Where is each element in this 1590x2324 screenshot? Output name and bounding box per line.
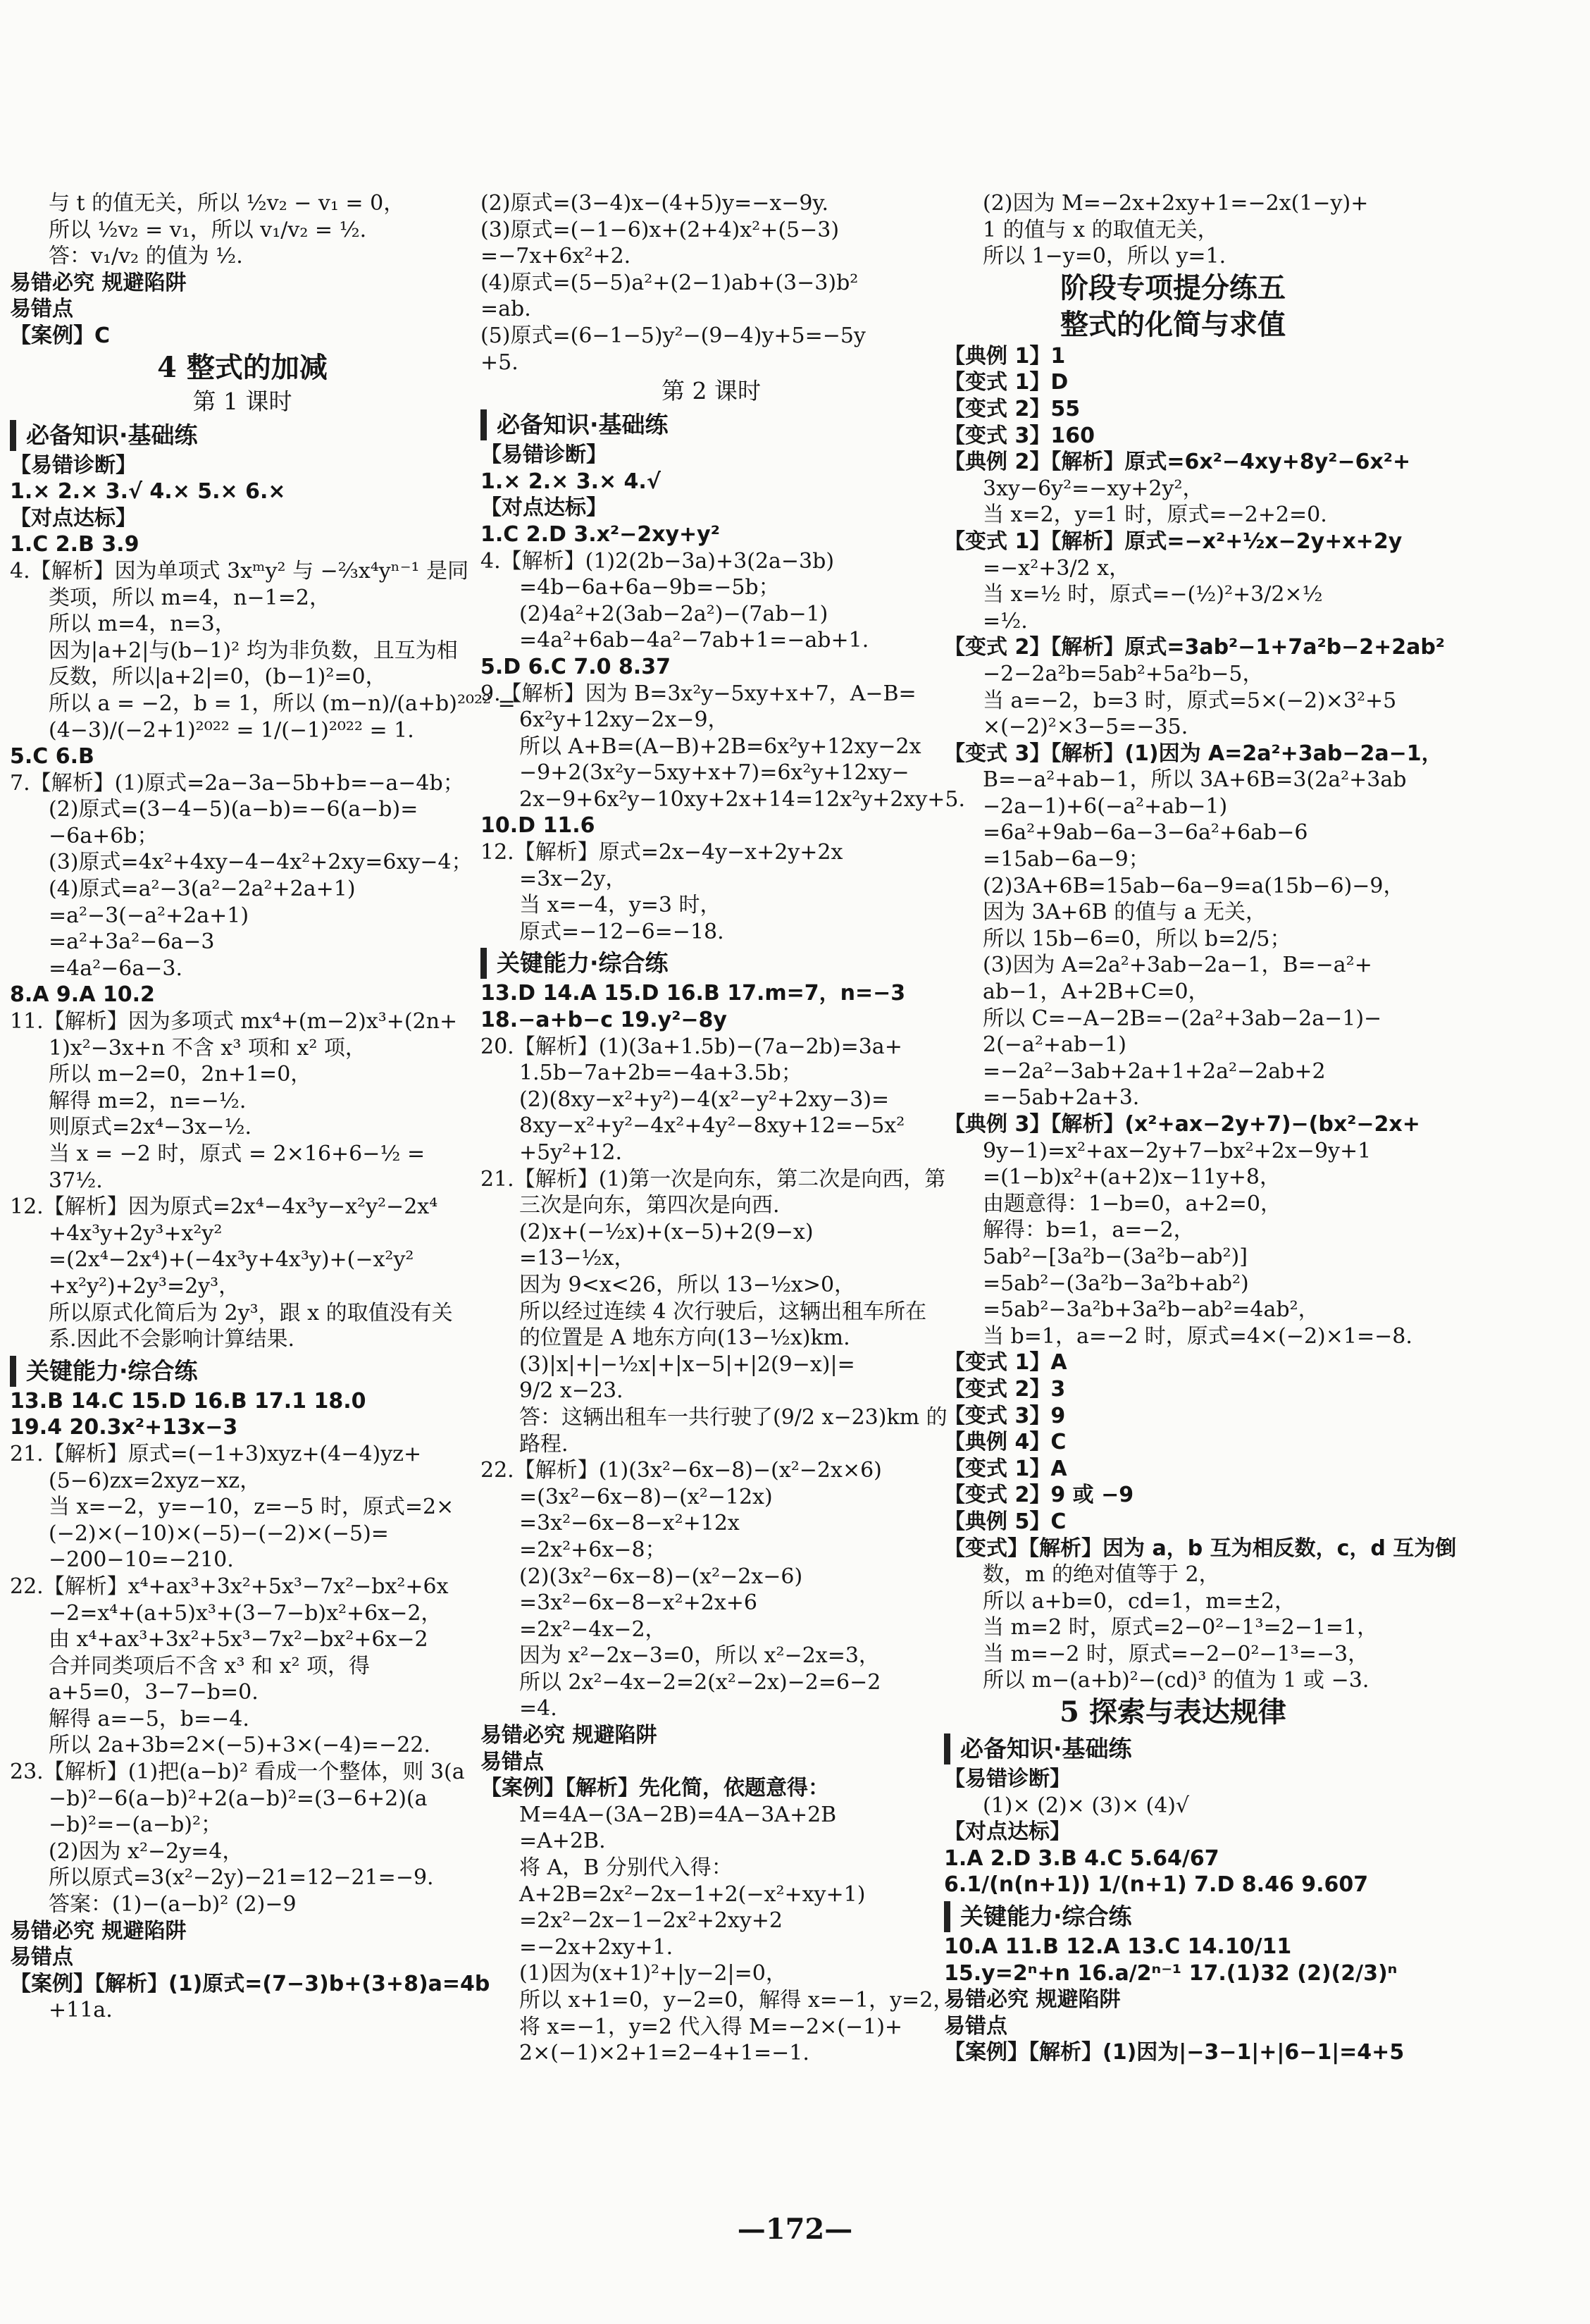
text-line: 【案例】【解析】(1)因为|−3−1|+|6−1|=4+5 [944, 2040, 1405, 2065]
text-line: 当 m=2 时，原式=2−0²−1³=2−1=1， [983, 1615, 1379, 1640]
text-line: 解得 a=−5，b=−4. [49, 1706, 249, 1731]
text-line: 22.【解析】x⁴+ax³+3x²+5x³−7x²−bx²+6x [10, 1574, 449, 1599]
text-line: (2)原式=(3−4)x−(4+5)y=−x−9y. [480, 191, 828, 216]
text-line: 三次是向东，第四次是向西. [519, 1193, 780, 1218]
text-line: 答：v₁/v₂ 的值为 ½. [49, 244, 243, 269]
text-line: 11.【解析】因为多项式 mx⁴+(m−2)x³+(2n+ [10, 1009, 458, 1034]
text-line: 【变式 1】D [944, 370, 1069, 395]
text-line: 【变式 3】9 [944, 1403, 1066, 1428]
text-line: 【变式】【解析】因为 a，b 互为相反数，c，d 互为倒 [944, 1535, 1457, 1561]
text-line: (4−3)/(−2+1)²⁰²² = 1/(−1)²⁰²² = 1. [49, 717, 414, 743]
text-line: 所以经过连续 4 次行驶后，这辆出租车所在 [519, 1299, 927, 1324]
text-line: (−2)×(−10)×(−5)−(−2)×(−5)= [49, 1521, 389, 1546]
text-line: 1.C 2.B 3.9 [10, 532, 139, 557]
text-line: 【对点达标】 [944, 1819, 1071, 1845]
text-line: 【案例】【解析】(1)原式=(7−3)b+(3+8)a=4b [10, 1971, 490, 1996]
text-line: −2−2a²b=5ab²+5a²b−5， [983, 661, 1264, 686]
text-line: =4. [519, 1696, 557, 1722]
text-line: (2)x+(−½x)+(x−5)+2(9−x) [519, 1219, 814, 1244]
text-line: 6.1/(n(n+1)) 1/(n+1) 7.D 8.46 9.607 [944, 1872, 1369, 1898]
text-line: 反数，所以|a+2|=0，(b−1)²=0， [49, 665, 387, 690]
text-line: 13.D 14.A 15.D 16.B 17.m=7，n=−3 [480, 981, 906, 1006]
text-line: 数，m 的绝对值等于 2， [983, 1562, 1220, 1588]
text-line: 当 m=−2 时，原式=−2−0²−1³=−3， [983, 1641, 1369, 1667]
text-line: =13−½x， [519, 1246, 635, 1271]
text-line: 解得：b=1，a=−2， [983, 1218, 1195, 1243]
text-line: 【易错诊断】 [480, 443, 607, 468]
text-line: 5.D 6.C 7.0 8.37 [480, 654, 671, 679]
text-line: a+5=0，3−7−b=0. [49, 1680, 259, 1705]
section-header: 关键能力·综合练 [480, 948, 942, 979]
text-line: 6x²y+12xy−2x−9， [519, 707, 729, 733]
section-header: 必备知识·基础练 [944, 1733, 1402, 1764]
lesson-title: 第 1 课时 [192, 387, 292, 415]
text-line: 【对点达标】 [10, 505, 137, 531]
text-line: +5. [480, 350, 518, 375]
text-line: 答：这辆出租车一共行驶了(9/2 x−23)km 的 [519, 1404, 948, 1430]
text-line: 【典例 4】C [944, 1430, 1067, 1455]
text-line: 【变式 3】【解析】(1)因为 A=2a²+3ab−2a−1， [944, 741, 1443, 766]
text-line: =a²−3(−a²+2a+1) [49, 903, 249, 928]
text-line: 因为|a+2|与(b−1)² 均为非负数，且互为相 [49, 638, 458, 663]
text-line: =6a²+9ab−6a−3−6a²+6ab−6 [983, 820, 1308, 846]
text-line: 7.【解析】(1)原式=2a−3a−5b+b=−a−4b； [10, 770, 464, 796]
text-line: A+2B=2x²−2x−1+2(−x²+xy+1) [519, 1881, 866, 1907]
section-title: 阶段专项提分练五 [1060, 271, 1286, 304]
text-line: +11a. [49, 1998, 113, 2023]
text-line: 【易错诊断】 [10, 452, 137, 478]
text-line: 与 t 的值无关，所以 ½v₂ − v₁ = 0， [49, 191, 405, 216]
text-line: +4x³y+2y³+x²y² [49, 1220, 223, 1246]
text-line: 1)x²−3x+n 不含 x³ 项和 x² 项， [49, 1035, 366, 1061]
text-line: 1.5b−7a+2b=−4a+3.5b； [519, 1061, 802, 1086]
text-line: 因为 9<x<26，所以 13−½x>0， [519, 1272, 856, 1297]
text-line: 当 x=−2，y=−10，z=−5 时，原式=2× [49, 1495, 454, 1520]
text-line: 所以 m=4，n=3， [49, 612, 236, 637]
text-line: =−7x+6x²+2. [480, 244, 631, 269]
text-line: 的位置是 A 地东方向(13−½x)km. [519, 1325, 850, 1351]
text-line: 易错必究 规避陷阱 [944, 1987, 1121, 2013]
text-line: 所以 C=−A−2B=−(2a²+3ab−2a−1)− [983, 1006, 1382, 1031]
text-line: 【变式 2】55 [944, 396, 1081, 421]
text-line: (4)原式=a²−3(a²−2a²+2a+1) [49, 877, 356, 902]
text-line: 2×(−1)×2+1=2−4+1=−1. [519, 2041, 809, 2066]
text-line: +5y²+12. [519, 1140, 623, 1165]
text-line: =4b−6a+6a−9b=−5b； [519, 575, 780, 600]
text-line: (3)原式=(−1−6)x+(2+4)x²+(5−3) [480, 217, 840, 242]
text-line: =5ab²−3a²b+3a²b−ab²=4ab²， [983, 1297, 1319, 1323]
text-line: 20.【解析】(1)(3a+1.5b)−(7a−2b)=3a+ [480, 1034, 902, 1059]
text-line: (3)因为 A=2a²+3ab−2a−1，B=−a²+ [983, 953, 1372, 978]
text-line: 【易错诊断】 [944, 1767, 1071, 1792]
text-line: −b)²−6(a−b)²+2(a−b)²=(3−6+2)(a [49, 1786, 428, 1811]
text-line: 【案例】C [10, 323, 111, 348]
text-line: 9.【解析】因为 B=3x²y−5xy+x+7，A−B= [480, 681, 917, 706]
text-line: ab−1，A+2B+C=0， [983, 979, 1210, 1005]
text-line: 将 x=−1，y=2 代入得 M=−2×(−1)+ [519, 2014, 903, 2039]
text-line: 所以原式=3(x²−2y)−21=12−21=−9. [49, 1865, 434, 1891]
text-line: 所以 a = −2，b = 1，所以 (m−n)/(a+b)²⁰²² = [49, 691, 516, 716]
text-line: 10.D 11.6 [480, 813, 595, 839]
text-line: −2a−1)+6(−a²+ab−1) [983, 793, 1228, 819]
text-line: (2)4a²+2(3ab−2a²)−(7ab−1) [519, 601, 828, 626]
text-line: 【典例 5】C [944, 1509, 1067, 1534]
text-line: 4.【解析】(1)2(2b−3a)+3(2a−3b) [480, 548, 835, 574]
text-line: 8.A 9.A 10.2 [10, 982, 155, 1008]
text-line: 易错必究 规避陷阱 [480, 1723, 657, 1748]
text-line: B=−a²+ab−1，所以 3A+6B=3(2a²+3ab [983, 767, 1407, 793]
text-line: 【变式 2】9 或 −9 [944, 1483, 1134, 1508]
text-line: 易错点 [480, 1749, 544, 1774]
text-line: 所以 ½v₂ = v₁，所以 v₁/v₂ = ½. [49, 217, 367, 242]
text-line: 19.4 20.3x²+13x−3 [10, 1415, 238, 1440]
text-line: 10.A 11.B 12.A 13.C 14.10/11 [944, 1934, 1292, 1960]
text-line: 易错点 [944, 2013, 1007, 2039]
text-line: 易错必究 规避陷阱 [10, 270, 187, 295]
text-line: −2=x⁴+(a+5)x³+(3−7−b)x²+6x−2， [49, 1600, 442, 1626]
text-line: 所以 x+1=0，y−2=0，解得 x=−1，y=2， [519, 1988, 955, 2013]
text-line: 因为 x²−2x−3=0，所以 x²−2x=3， [519, 1643, 880, 1669]
text-line: (5−6)zx=2xyz−xz， [49, 1468, 261, 1493]
text-line: =(3x²−6x−8)−(x²−12x) [519, 1484, 773, 1509]
text-line: +x²y²)+2y³=2y³， [49, 1273, 240, 1299]
text-line: 【典例 3】【解析】(x²+ax−2y+7)−(bx²−2x+ [944, 1112, 1420, 1137]
text-line: 所以 2x²−4x−2=2(x²−2x)−2=6−2 [519, 1669, 881, 1695]
text-line: =−2x+2xy+1. [519, 1934, 673, 1960]
text-line: 2x−9+6x²y−10xy+2x+14=12x²y+2xy+5. [519, 786, 966, 812]
text-line: (2)原式=(3−4−5)(a−b)=−6(a−b)= [49, 797, 418, 822]
text-line: 【案例】【解析】先化简，依题意得： [480, 1776, 829, 1801]
text-line: 答案：(1)−(a−b)² (2)−9 [49, 1892, 297, 1917]
text-line: 8xy−x²+y²−4x²+4y²−8xy+12=−5x² [519, 1113, 905, 1139]
text-line: 【变式 2】3 [944, 1376, 1066, 1402]
text-line: 【变式 1】A [944, 1456, 1067, 1481]
text-line: 2(−a²+ab−1) [983, 1032, 1126, 1058]
text-line: (2)因为 x²−2y=4， [49, 1838, 244, 1864]
text-line: 【变式 2】【解析】原式=3ab²−1+7a²b−2+2ab² [944, 635, 1445, 660]
text-line: −b)²=−(a−b)²； [49, 1812, 223, 1838]
text-line: =2x²−4x−2， [519, 1617, 666, 1642]
text-line: 5ab²−[3a²b−(3a²b−ab²)] [983, 1244, 1248, 1269]
text-line: 所以原式化简后为 2y³，跟 x 的取值没有关 [49, 1300, 453, 1325]
text-line: 9/2 x−23. [519, 1378, 623, 1404]
text-line: 4.【解析】因为单项式 3xᵐy² 与 −⅔x⁴yⁿ⁻¹ 是同 [10, 558, 469, 583]
text-line: 易错点 [10, 1945, 73, 1970]
text-line: 系.因此不会影响计算结果. [49, 1327, 295, 1352]
text-line: 15.y=2ⁿ+n 16.a/2ⁿ⁻¹ 17.(1)32 (2)(2/3)ⁿ [944, 1960, 1398, 1986]
text-line: =ab. [480, 297, 531, 322]
text-line: 【变式 3】160 [944, 423, 1095, 448]
text-line: 1.× 2.× 3.√ 4.× 5.× 6.× [10, 479, 286, 505]
text-line: 所以 m−2=0，2n+1=0， [49, 1062, 312, 1087]
text-line: =15ab−6a−9； [983, 847, 1150, 872]
text-line: 易错必究 规避陷阱 [10, 1918, 187, 1943]
text-line: 所以 a+b=0，cd=1，m=±2， [983, 1588, 1296, 1614]
text-line: 37½. [49, 1168, 103, 1193]
text-line: =−2a²−3ab+2a+1+2a²−2ab+2 [983, 1058, 1326, 1084]
text-line: 由 x⁴+ax³+3x²+5x³−7x²−bx²+6x−2 [49, 1627, 428, 1652]
text-line: (3)原式=4x²+4xy−4−4x²+2xy=6xy−4； [49, 850, 473, 875]
text-line: −200−10=−210. [49, 1547, 234, 1573]
text-line: =5ab²−(3a²b−3a²b+ab²) [983, 1271, 1249, 1296]
text-line: =−x²+3/2 x， [983, 555, 1131, 581]
text-line: (2)(3x²−6x−8)−(x²−2x−6) [519, 1564, 803, 1589]
text-line: 原式=−12−6=−18. [519, 919, 724, 944]
text-line: =4a²+6ab−4a²−7ab+1=−ab+1. [519, 628, 869, 653]
text-line: 12.【解析】原式=2x−4y−x+2y+2x [480, 840, 843, 865]
text-line: (2)因为 M=−2x+2xy+1=−2x(1−y)+ [983, 191, 1369, 216]
text-line: 所以 A+B=(A−B)+2B=6x²y+12xy−2x [519, 734, 921, 759]
text-line: 21.【解析】(1)第一次是向东，第二次是向西，第 [480, 1166, 946, 1192]
text-line: =½. [983, 608, 1028, 633]
text-line: 22.【解析】(1)(3x²−6x−8)−(x²−2x×6) [480, 1458, 882, 1483]
section-header: 必备知识·基础练 [10, 420, 475, 451]
column-left [10, 190, 516, 2024]
text-line: 5.C 6.B [10, 744, 94, 769]
text-line: 将 A，B 分别代入得： [519, 1855, 733, 1881]
text-line: =2x²+6x−8； [519, 1537, 666, 1562]
text-line: =a²+3a²−6a−3 [49, 929, 215, 955]
text-line: 1.C 2.D 3.x²−2xy+y² [480, 521, 720, 547]
text-line: 当 x = −2 时，原式 = 2×16+6−½ = [49, 1142, 426, 1166]
text-line: 类项，所以 m=4，n−1=2， [49, 585, 330, 610]
text-line: 【对点达标】 [480, 495, 607, 521]
text-line: 因为 3A+6B 的值与 a 无关， [983, 900, 1267, 925]
text-line: =3x²−6x−8−x²+2x+6 [519, 1590, 757, 1616]
text-line: 路程. [519, 1431, 569, 1457]
section-header: 关键能力·综合练 [944, 1901, 1402, 1932]
text-line: 1.× 2.× 3.× 4.√ [480, 469, 661, 494]
text-line: (1)因为(x+1)²+|y−2|=0， [519, 1961, 787, 1986]
column-middle [480, 190, 966, 2067]
text-line: 当 x=2，y=1 时，原式=−2+2=0. [983, 502, 1327, 528]
text-line: 21.【解析】原式=(−1+3)xyz+(4−4)yz+ [10, 1441, 422, 1466]
text-line: =2x²−2x−1−2x²+2xy+2 [519, 1908, 783, 1934]
text-line: 当 b=1，a=−2 时，原式=4×(−2)×1=−8. [983, 1323, 1412, 1349]
text-line: 所以 2a+3b=2×(−5)+3×(−4)=−22. [49, 1733, 430, 1758]
text-line: (5)原式=(6−1−5)y²−(9−4)y+5=−5y [480, 323, 866, 348]
text-line: =−5ab+2a+3. [983, 1085, 1140, 1111]
text-line: 13.B 14.C 15.D 16.B 17.1 18.0 [10, 1388, 366, 1414]
text-line: =3x−2y， [519, 866, 627, 891]
text-line: =A+2B. [519, 1829, 606, 1854]
section-title: 整式的化简与求值 [1060, 307, 1286, 341]
text-line: =(1−b)x²+(a+2)x−11y+8， [983, 1165, 1281, 1190]
text-line: ×(−2)²×3−5=−35. [983, 715, 1188, 740]
text-line: (2)(8xy−x²+y²)−4(x²−y²+2xy−3)= [519, 1087, 890, 1112]
lesson-title: 第 2 课时 [662, 377, 761, 405]
text-line: M=4A−(3A−2B)=4A−3A+2B [519, 1802, 837, 1827]
text-line: 由题意得：1−b=0，a+2=0， [983, 1191, 1281, 1216]
text-line: 【典例 1】1 [944, 343, 1066, 369]
text-line: =3x²−6x−8−x²+12x [519, 1511, 740, 1536]
text-line: 所以 15b−6=0，所以 b=2/5； [983, 926, 1291, 951]
column-right [944, 190, 1457, 2066]
text-line: 【典例 2】【解析】原式=6x²−4xy+8y²−6x²+ [944, 450, 1411, 475]
text-line: 当 a=−2，b=3 时，原式=5×(−2)×3²+5 [983, 688, 1397, 713]
text-line: 当 x=½ 时，原式=−(½)²+3/2×½ [983, 582, 1323, 607]
text-line: −6a+6b； [49, 823, 159, 848]
text-line: 3xy−6y²=−xy+2y²， [983, 476, 1204, 501]
text-line: −9+2(3x²y−5xy+x+7)=6x²y+12xy− [519, 760, 909, 786]
text-line: 所以 m−(a+b)²−(cd)³ 的值为 1 或 −3. [983, 1668, 1369, 1693]
text-line: (1)× (2)× (3)× (4)√ [983, 1793, 1190, 1818]
text-line: 【变式 1】【解析】原式=−x²+½x−2y+x+2y [944, 529, 1403, 554]
text-line: (2)3A+6B=15ab−6a−9=a(15b−6)−9， [983, 873, 1405, 898]
text-line: 1.A 2.D 3.B 4.C 5.64/67 [944, 1846, 1219, 1871]
section-title: 4 整式的加减 [157, 350, 328, 384]
text-line: 合并同类项后不含 x³ 和 x² 项，得 [49, 1653, 371, 1679]
page-number: —172— [737, 2213, 853, 2246]
text-line: 则原式=2x⁴−3x−½. [49, 1115, 252, 1140]
text-line: 当 x=−4，y=3 时， [519, 893, 721, 918]
text-line: =4a²−6a−3. [49, 956, 183, 981]
section-header: 关键能力·综合练 [10, 1356, 475, 1387]
text-line: 易错点 [10, 297, 73, 322]
text-line: 18.−a+b−c 19.y²−8y [480, 1008, 727, 1033]
text-line: 23.【解析】(1)把(a−b)² 看成一个整体，则 3(a [10, 1760, 465, 1785]
text-line: 所以 1−y=0，所以 y=1. [983, 244, 1226, 269]
text-line: =(2x⁴−2x⁴)+(−4x³y+4x³y)+(−x²y² [49, 1247, 414, 1273]
text-line: 9y−1)=x²+ax−2y+7−bx²+2x−9y+1 [983, 1138, 1372, 1163]
section-title: 5 探索与表达规律 [1060, 1695, 1286, 1729]
text-line: (4)原式=(5−5)a²+(2−1)ab+(3−3)b² [480, 270, 859, 295]
text-line: 1 的值与 x 的取值无关， [983, 217, 1219, 242]
text-line: 12.【解析】因为原式=2x⁴−4x³y−x²y²−2x⁴ [10, 1194, 438, 1220]
text-line: 解得 m=2，n=−½. [49, 1088, 247, 1113]
text-line: (3)|x|+|−½x|+|x−5|+|2(9−x)|= [519, 1352, 855, 1377]
text-line: 【变式 1】A [944, 1350, 1067, 1376]
section-header: 必备知识·基础练 [480, 409, 942, 440]
